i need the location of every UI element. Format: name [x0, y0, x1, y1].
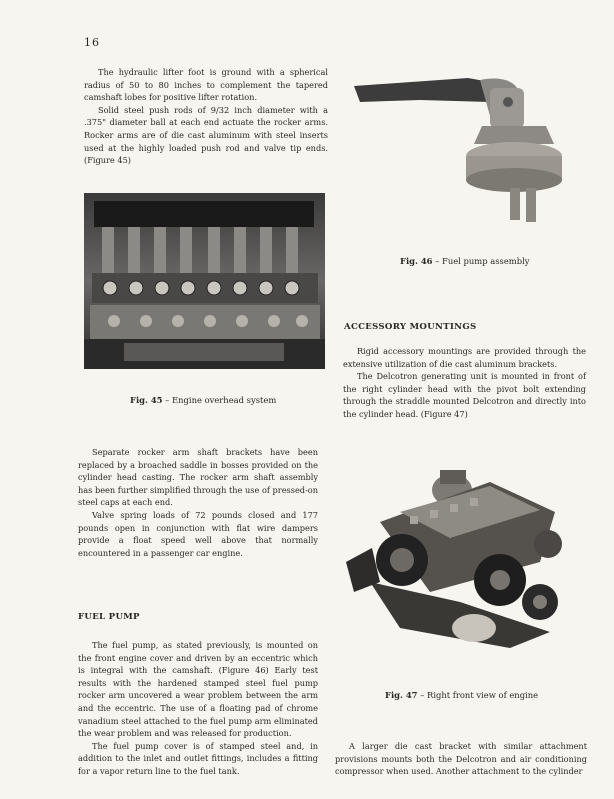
fig47-dash: –: [420, 690, 425, 700]
fig45-caption: [130, 395, 276, 405]
fig46-dash: –: [435, 256, 440, 266]
paragraph: Valve spring loads of 72 pounds closed and 177 pounds open in conjunction with flat wire dampers provide a float speed well above that normally encountered in a passenger car engine.: [78, 509, 318, 558]
intro-text: [84, 66, 328, 167]
fuel-pump-photo: [350, 72, 580, 236]
paragraph: The fuel pump, as stated previously, is mounted on the front engine cover and driven by an eccentric which is integral with the camshaft. (Figure 46) Early test results with the hardened stamped steel fuel pump rocker arm uncovered a wear problem between the arm and the eccentric. The use of a floating pad of chrome vanadium steel attached to the fuel pump arm eliminated the wear problem and was released for production.: [78, 640, 318, 739]
paragraph: Separate rocker arm shaft brackets have been replaced by a broached saddle in bosses provided on the cylinder head casting. The rocker arm shaft assembly has been further simplified through the use of pressed-on steel caps at each end.: [78, 447, 318, 508]
paragraph: A larger die cast bracket with similar attachment provisions mounts both the Delcotron and air conditioning compressor when used. Another attachment to the cylinder: [335, 741, 587, 777]
fig46-label: Fig. 46: [400, 256, 433, 266]
fig46-caption: [400, 256, 530, 266]
paragraph: Rigid accessory mountings are provided through the extensive utilization of die cast aluminum brackets.: [343, 346, 586, 369]
fig45-text: Engine overhead system: [172, 395, 277, 405]
fig47-caption: [385, 690, 538, 700]
paragraph: The fuel pump cover is of stamped steel and, in addition to the inlet and outlet fittings, includes a fitting for a vapor return line to the fuel tank.: [78, 740, 318, 776]
fig45-label: Fig. 45: [130, 395, 163, 405]
engine-front-photo: [340, 452, 586, 652]
paragraph: Solid steel push rods of 9/32 inch diameter with a .375" diameter ball at each end actuate the rocker arms. Rocker arms are of die cast aluminum with steel inserts used at the highly loaded push rod and valve tip ends. (Figure 45): [84, 104, 328, 166]
fig45-dash: –: [165, 395, 170, 405]
accessory-mountings-heading: ACCESSORY MOUNTINGS: [344, 322, 477, 332]
fuel-pump-text: [78, 639, 318, 778]
fuel-pump-heading: FUEL PUMP: [78, 612, 140, 622]
accessory-text: [343, 345, 586, 421]
fig46-text: Fuel pump assembly: [442, 256, 530, 266]
bottom-text: [335, 740, 587, 778]
engine-overhead-photo: [84, 193, 325, 369]
fig47-text: Right front view of engine: [427, 690, 539, 700]
page-number: 16: [84, 36, 100, 49]
fig47-label: Fig. 47: [385, 690, 418, 700]
paragraph: The Delcotron generating unit is mounted in front of the right cylinder head with the pivot bolt extending through the straddle mounted Delcotron and directly into the cylinder head. (Figure 47): [343, 371, 586, 419]
paragraph: The hydraulic lifter foot is ground with a spherical radius of 50 to 80 inches to complement the tapered camshaft lobes for positive lifter rotation.: [84, 67, 328, 103]
middle-text: [78, 446, 318, 559]
